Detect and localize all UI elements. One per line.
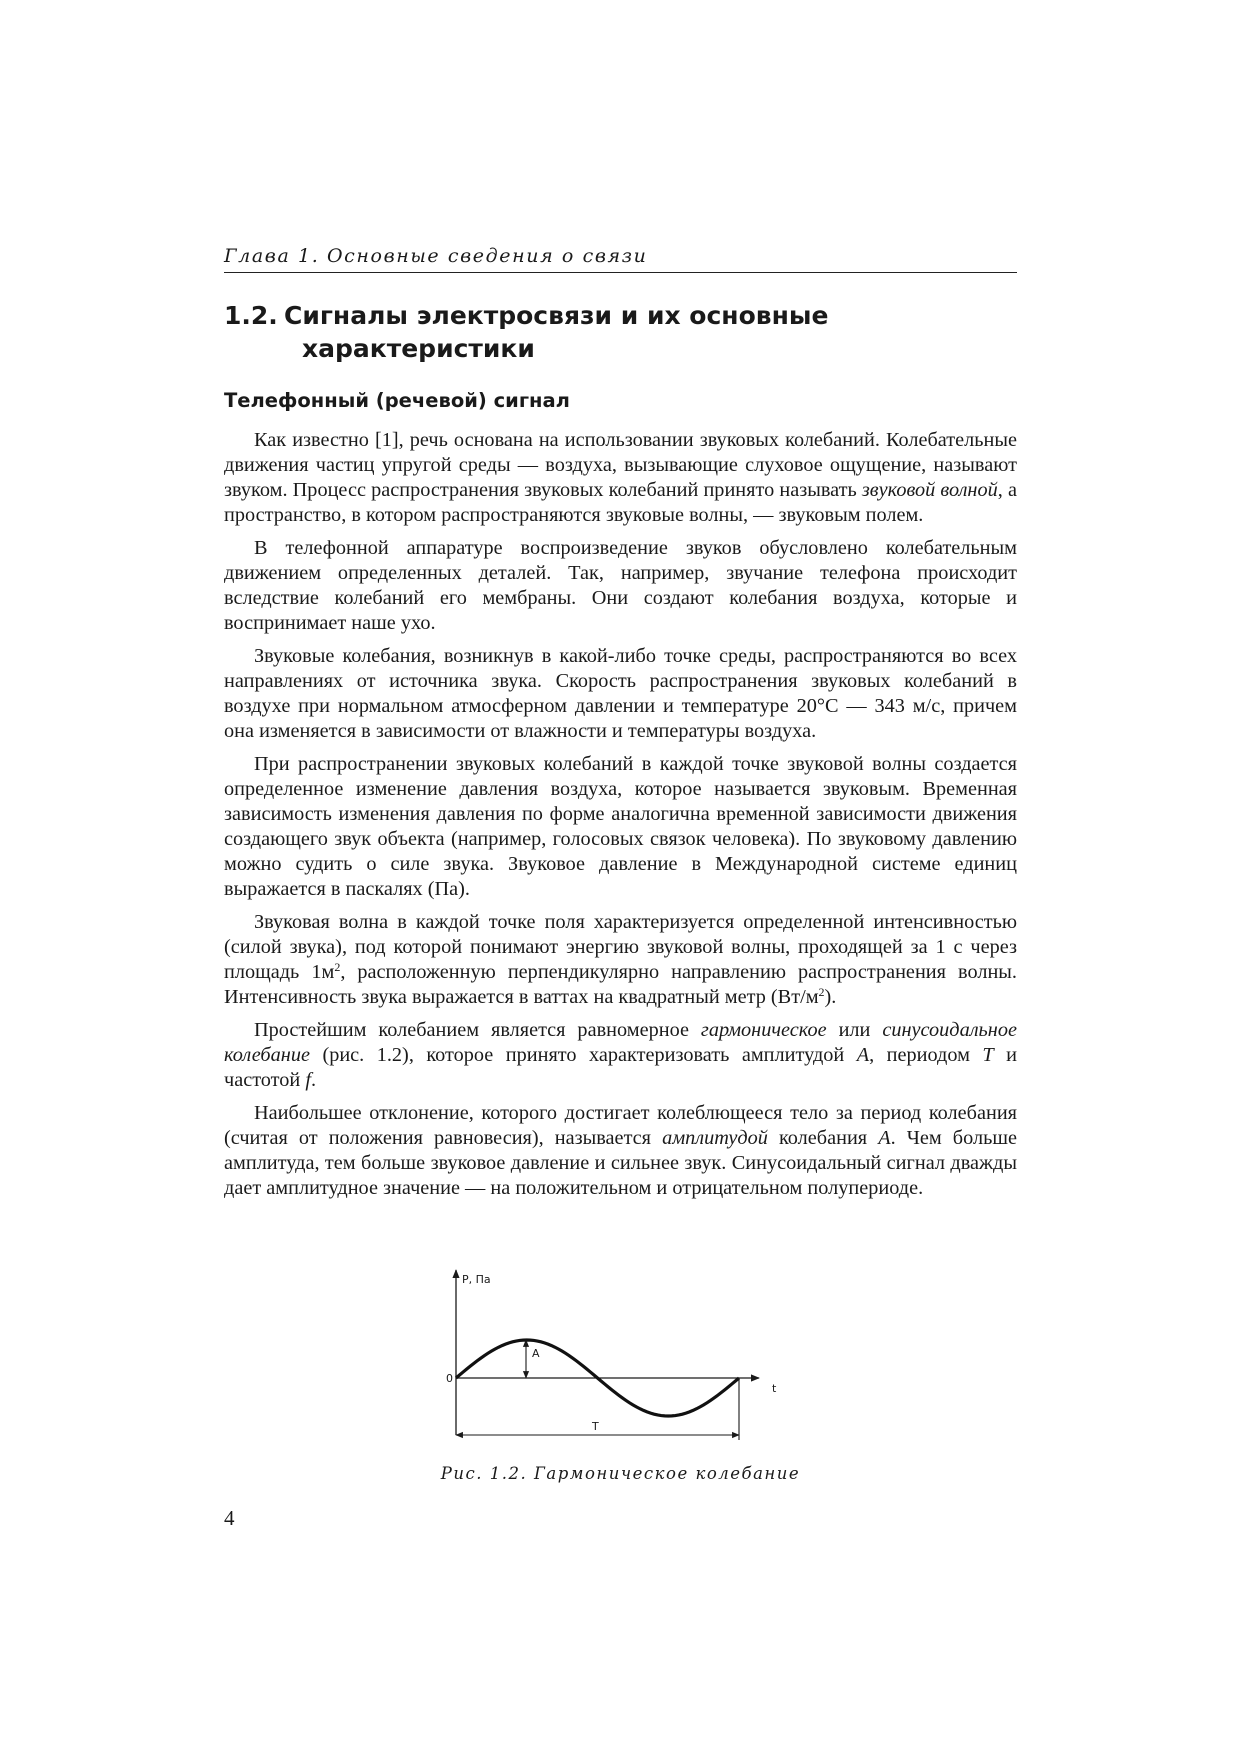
term-sound-wave: звуковой волной bbox=[861, 479, 998, 501]
paragraph-6-text-d: , периодом bbox=[869, 1044, 983, 1066]
body-text bbox=[224, 428, 1017, 1209]
paragraph-2: В телефонной аппаратуре воспроизведение звуков обусловлено колебательным движением определенных деталей. Так, например, звучание телефона происходит вследствие колебаний его мембраны. Они создают колебания воздуха, которые и воспринимает наше ухо. bbox=[224, 537, 1017, 634]
superscript: 2 bbox=[818, 985, 825, 999]
period-label: Т bbox=[592, 1420, 599, 1433]
paragraph-7-text-a: Наибольшее отклонение, которого достигает колеблющееся тело за период колебания (считая от положения равновесия), называется bbox=[224, 1102, 1017, 1149]
paragraph-5 bbox=[224, 910, 1017, 1010]
symbol-amplitude: А bbox=[878, 1127, 891, 1149]
paragraph-5-text-b: , расположенную перпендикулярно направлению распространения волны. Интенсивность звука выражается в ваттах на квадратный метр (Вт/м bbox=[224, 961, 1017, 1008]
paragraph-4: При распространении звуковых колебаний в каждой точке звуковой волны создается определенное изменение давления воздуха, которое называется звуковым. Временная зависимость изменения давления по форме аналогична временной зависимости движения создающего звук объекта (например, голосовых связок человека). По звуковому давлению можно судить о силе звука. Звуковое давление в Международной системе единиц выражается в паскалях (Па). bbox=[224, 753, 1017, 900]
term-harmonic: гармоническое bbox=[700, 1019, 827, 1041]
header-rule bbox=[224, 272, 1017, 273]
paragraph-5-text-c: ). bbox=[824, 986, 837, 1008]
y-axis-label: Р, Па bbox=[462, 1273, 491, 1286]
paragraph-6 bbox=[224, 1018, 1017, 1093]
symbol-frequency: f bbox=[305, 1069, 311, 1091]
paragraph-1-text-b: , а пространство, в котором распространяются звуковые волны, — звуковым полем. bbox=[224, 479, 1017, 526]
paragraph-6-text-e: и частотой bbox=[224, 1044, 1017, 1091]
paragraph-6-text-a: Простейшим колебанием является равномерное bbox=[254, 1019, 701, 1041]
superscript: 2 bbox=[334, 960, 341, 974]
running-head: Глава 1. Основные сведения о связи bbox=[224, 245, 648, 267]
paragraph-7 bbox=[224, 1101, 1017, 1201]
term-sinusoidal-oscillation: синусоидальное колебание bbox=[224, 1019, 1017, 1066]
page-number: 4 bbox=[224, 1506, 235, 1530]
paragraph-1 bbox=[224, 428, 1017, 528]
section-title-line1: Сигналы электросвязи и их основные bbox=[284, 301, 829, 330]
paragraph-5-text-a: Звуковая волна в каждой точке поля характеризуется определенной интенсивностью (силой звука), под которой понимают энергию звуковой волны, проходящей за 1 с через площадь 1м bbox=[224, 911, 1017, 983]
section-number: 1.2. bbox=[224, 301, 278, 330]
paragraph-6-text-f: . bbox=[310, 1069, 317, 1091]
paragraph-1-text-a: Как известно [1], речь основана на использовании звуковых колебаний. Колебательные движения частиц упругой среды — воздуха, вызывающие слуховое ощущение, называют звуком. Процесс распространения звуковых колебаний принято называть bbox=[224, 429, 1017, 501]
sine-wave-diagram bbox=[434, 1265, 794, 1455]
paragraph-7-text-b: колебания bbox=[767, 1127, 879, 1149]
amplitude-label: А bbox=[532, 1347, 540, 1360]
paragraph-7-text-c: . Чем больше амплитуда, тем больше звуковое давление и сильнее звук. Синусоидальный сигнал дважды дает амплитудное значение — на положительном и отрицательном полупериоде. bbox=[224, 1127, 1017, 1199]
subsection-title: Телефонный (речевой) сигнал bbox=[224, 389, 570, 412]
symbol-period: Т bbox=[982, 1044, 994, 1066]
term-amplitude: амплитудой bbox=[662, 1127, 768, 1149]
x-axis-label: t bbox=[772, 1382, 777, 1395]
paragraph-6-text-b: или bbox=[826, 1019, 883, 1041]
origin-label: 0 bbox=[446, 1372, 453, 1385]
paragraph-6-text-c: (рис. 1.2), которое принято характеризовать амплитудой bbox=[309, 1044, 857, 1066]
figure-harmonic-oscillation bbox=[434, 1265, 794, 1455]
figure-caption: Рис. 1.2. Гармоническое колебание bbox=[440, 1464, 801, 1483]
section-title-line2: характеристики bbox=[302, 334, 535, 363]
symbol-amplitude: А bbox=[856, 1044, 870, 1066]
paragraph-3: Звуковые колебания, возникнув в какой-либо точке среды, распространяются во всех направлениях от источника звука. Скорость распространения звуковых колебаний в воздухе при нормальном атмосферном давлении и температуре 20°С — 343 м/с, причем она изменяется в зависимости от влажности и температуры воздуха. bbox=[224, 645, 1017, 742]
section-title bbox=[224, 299, 1016, 365]
